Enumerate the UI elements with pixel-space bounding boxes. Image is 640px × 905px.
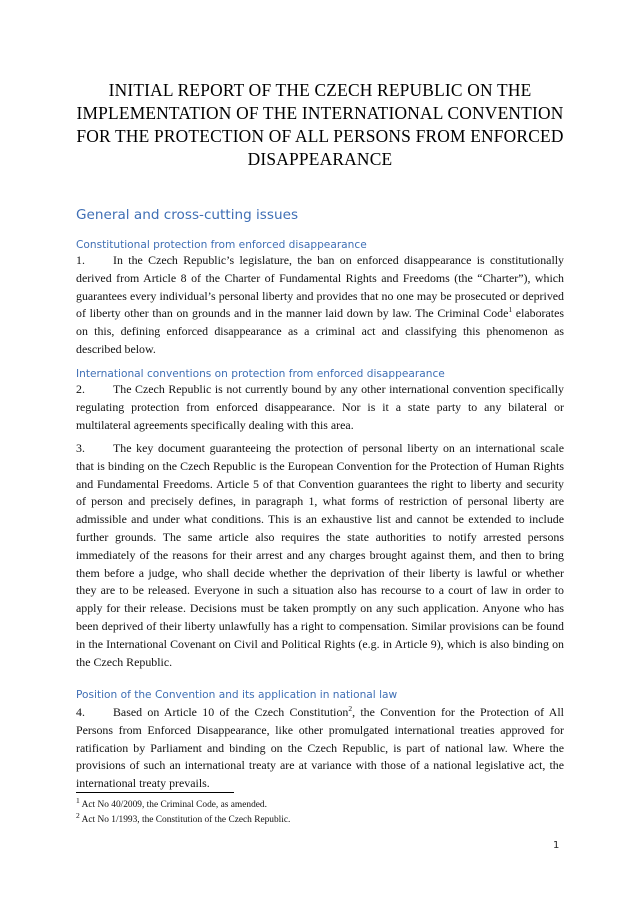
footnote-text: Act No 1/1993, the Constitution of the Czech Republic. — [79, 815, 291, 825]
paragraph-text: In the Czech Republic’s legislature, the ban on enforced disappearance is constitutionally derived from Article 8 of the Charter of Fundamental Rights and Freedoms (the “Charter”), which guarantees every individual’s personal liberty and provides that no one may be prosecuted or deprived of liberty other than on grounds and in the manner laid down by law. The Criminal Code — [76, 253, 564, 321]
paragraph-number: 4. — [76, 705, 85, 719]
footnote-1 — [76, 795, 267, 810]
footnote-2 — [76, 810, 291, 825]
paragraph-text: elaborates on this, defining enforced disappearance as a criminal act and classifying this phenomenon as described below. — [76, 306, 564, 356]
paragraph-number: 3. — [76, 441, 85, 455]
section-heading: General and cross-cutting issues — [76, 207, 299, 223]
subsection-heading-constitutional: Constitutional protection from enforced disappearance — [76, 239, 367, 251]
subsection-heading-international-conventions: International conventions on protection from enforced disappearance — [76, 368, 445, 380]
paragraph-number: 1. — [76, 253, 85, 267]
paragraph-text: , the Convention for the Protection of All Persons from Enforced Disappearance, like other promulgated international treaties approved for ratification by Parliament and binding on the Czech Republic, is part of national law. Where the provisions of such an international treaty are at variance with those of a national legislative act, the international treaty prevails. — [76, 705, 564, 791]
paragraph-1 — [76, 252, 564, 359]
paragraph-3 — [76, 440, 564, 671]
page-number: 1 — [553, 840, 560, 851]
subsection-heading-position-of-convention: Position of the Convention and its application in national law — [76, 689, 398, 701]
footnote-reference: 2 — [348, 704, 353, 714]
document-title: INITIAL REPORT OF THE CZECH REPUBLIC ON THE IMPLEMENTATION OF THE INTERNATIONAL CONVENTION FOR THE PROTECTION OF ALL PERSONS FROM ENFORCED DISAPPEARANCE — [76, 80, 564, 169]
paragraph-number: 2. — [76, 382, 85, 396]
paragraph-4 — [76, 704, 564, 793]
paragraph-2 — [76, 381, 564, 434]
footnote-separator — [76, 792, 234, 793]
footnote-mark: 2 — [76, 810, 80, 820]
paragraph-text: Based on Article 10 of the Czech Constitution — [113, 705, 349, 719]
footnote-mark: 1 — [76, 795, 80, 805]
paragraph-text: The Czech Republic is not currently bound by any other international convention specifically regulating protection from enforced disappearance. Nor is it a state party to any bilateral or multilateral agreements specifically dealing with this area. — [76, 382, 564, 432]
footnote-text: Act No 40/2009, the Criminal Code, as amended. — [79, 800, 267, 810]
footnote-reference: 1 — [508, 305, 513, 315]
paragraph-text: The key document guaranteeing the protection of personal liberty on an international scale that is binding on the Czech Republic is the European Convention for the Protection of Human Rights and Fundamental Freedoms. Article 5 of that Convention guarantees the right to liberty and security of person and precisely defines, in paragraph 1, what forms of restriction of personal liberty are admissible and under what conditions. This is an exhaustive list and cannot be extended to include further grounds. The same article also requires the state authorities to notify arrested persons immediately of the reasons for their arrest and any charges brought against them, and then to bring them before a judge, who shall decide whether the deprivation of their liberty is lawful or whether they are to be released. Everyone in such a situation also has recourse to a court of law in order to apply for their release. Decisions must be taken promptly on any such application. Anyone who has been deprived of their liberty unlawfully has a right to compensation. Similar provisions can be found in the International Covenant on Civil and Political Rights (e.g. in Article 9), which is also binding on the Czech Republic. — [76, 441, 564, 669]
